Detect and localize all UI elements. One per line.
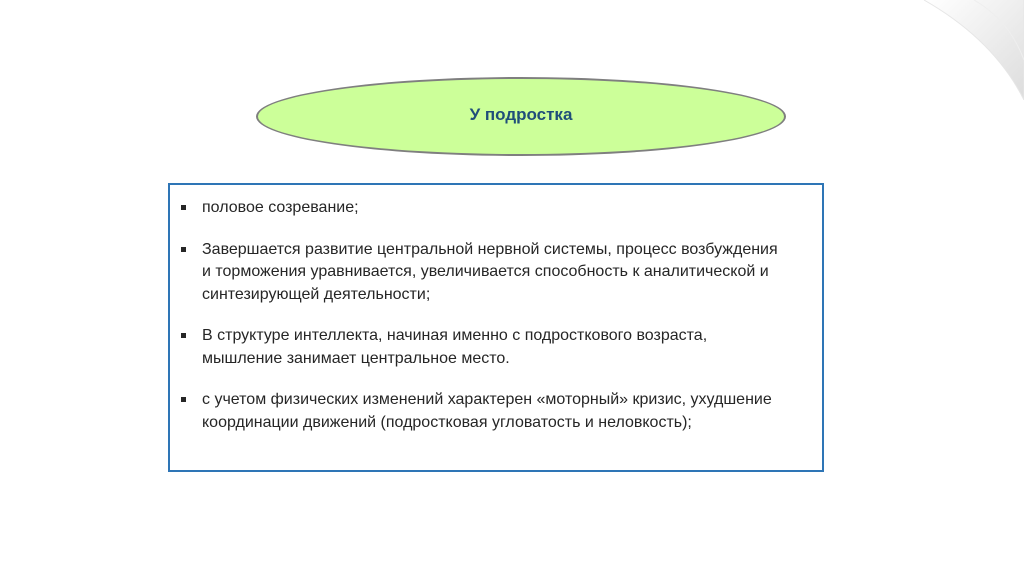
square-bullet-icon xyxy=(181,397,186,402)
list-item xyxy=(180,197,780,220)
content-box xyxy=(168,183,824,472)
list-item xyxy=(180,325,780,370)
square-bullet-icon xyxy=(181,205,186,210)
list-item-text: с учетом физических изменений характерен «моторный» кризис, ухудшение координации движений (подростковая угловатость и неловкость); xyxy=(202,391,772,431)
bullet-list xyxy=(180,197,780,453)
square-bullet-icon xyxy=(181,333,186,338)
list-item-text: половое созревание; xyxy=(202,199,359,216)
page-curl-decoration xyxy=(914,0,1024,100)
list-item xyxy=(180,389,780,434)
list-item-text: В структуре интеллекта, начиная именно с подросткового возраста, мышление занимает центральное место. xyxy=(202,327,708,367)
list-item xyxy=(180,239,780,307)
list-item-text: Завершается развитие центральной нервной системы, процесс возбуждения и торможения уравнивается, увеличивается способность к аналитической и синтезирующей деятельности; xyxy=(202,240,778,303)
title-ellipse xyxy=(256,77,786,156)
slide-title: У подростка xyxy=(469,104,573,124)
square-bullet-icon xyxy=(181,247,186,252)
